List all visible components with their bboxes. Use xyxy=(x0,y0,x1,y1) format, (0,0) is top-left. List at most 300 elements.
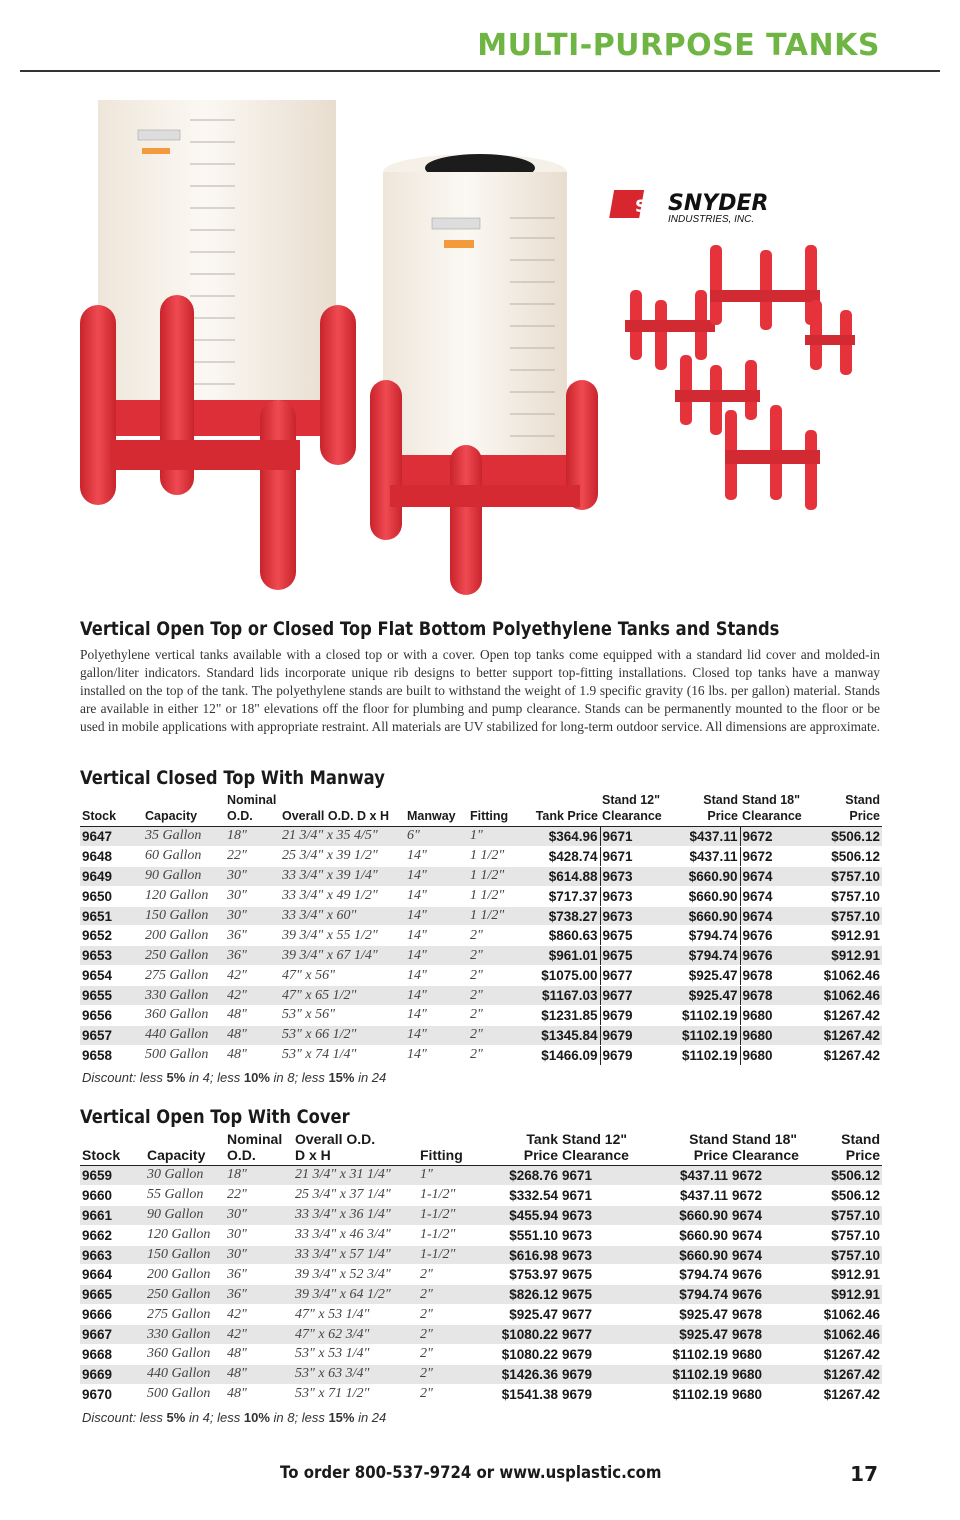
table-cell: $455.94 xyxy=(478,1205,560,1225)
table-cell: 47" x 56" xyxy=(280,966,405,986)
table-cell: 1-1/2" xyxy=(418,1245,478,1265)
table-cell: 14" xyxy=(405,966,468,986)
table-cell: 9674 xyxy=(740,866,814,886)
page-title: MULTI-PURPOSE TANKS xyxy=(477,28,880,63)
order-info: To order 800-537-9724 or www.usplastic.com xyxy=(280,1463,662,1483)
table-cell: 21 3/4" x 31 1/4" xyxy=(293,1166,418,1186)
table-cell: 14" xyxy=(405,1025,468,1045)
table-cell: 90 Gallon xyxy=(145,1205,225,1225)
table-cell: 330 Gallon xyxy=(145,1325,225,1345)
header-overall: Overall O.D. xyxy=(295,1131,376,1147)
header-clearance-18: Clearance xyxy=(730,1147,816,1166)
table-cell: 9656 xyxy=(80,1006,143,1026)
table-cell: 2" xyxy=(418,1305,478,1325)
header-stand-12: Stand 12" xyxy=(562,1131,627,1147)
table-cell: 250 Gallon xyxy=(143,946,225,966)
table-row xyxy=(80,1384,882,1404)
table-cell: 47" x 53 1/4" xyxy=(293,1305,418,1325)
table-row xyxy=(80,1185,882,1205)
table-cell: 2" xyxy=(468,1045,518,1065)
table-cell: 9675 xyxy=(600,926,672,946)
table-cell: 120 Gallon xyxy=(145,1225,225,1245)
header-tank-price: Tank Price xyxy=(518,808,600,827)
open-top-rows xyxy=(80,1166,882,1405)
table-cell: 9678 xyxy=(730,1325,816,1345)
table-cell: $1267.42 xyxy=(816,1345,882,1365)
table-cell: $717.37 xyxy=(518,886,600,906)
table-cell: 500 Gallon xyxy=(143,1045,225,1065)
table-row xyxy=(80,926,882,946)
table-cell: $437.11 xyxy=(672,827,740,847)
table-cell: $757.10 xyxy=(816,1205,882,1225)
table-cell: 9669 xyxy=(80,1364,145,1384)
header-price-18: Price xyxy=(816,1147,882,1166)
table-cell: $1062.46 xyxy=(814,966,882,986)
table-cell: 30" xyxy=(225,1205,293,1225)
table-cell: $1102.19 xyxy=(650,1384,730,1404)
table-cell: 18" xyxy=(225,1166,293,1186)
table-cell: 9676 xyxy=(730,1265,816,1285)
table-row xyxy=(80,866,882,886)
table-cell: 60 Gallon xyxy=(143,846,225,866)
table-cell: 1 1/2" xyxy=(468,846,518,866)
table-cell: 9673 xyxy=(600,906,672,926)
table-cell: 9665 xyxy=(80,1285,145,1305)
header-od: O.D. xyxy=(225,1147,293,1166)
table-cell: 9654 xyxy=(80,966,143,986)
closed-top-table xyxy=(80,792,882,1066)
table-cell: 2" xyxy=(468,926,518,946)
table-cell: 9676 xyxy=(740,946,814,966)
table-cell: 47" x 62 3/4" xyxy=(293,1325,418,1345)
table-cell: $860.63 xyxy=(518,926,600,946)
table-cell: 9657 xyxy=(80,1025,143,1045)
table-cell: $1062.46 xyxy=(816,1325,882,1345)
table-cell: 33 3/4" x 36 1/4" xyxy=(293,1205,418,1225)
table-cell: $961.01 xyxy=(518,946,600,966)
header-stand-price-12: Stand xyxy=(689,1131,728,1147)
table-cell: 250 Gallon xyxy=(145,1285,225,1305)
table-cell: 25 3/4" x 39 1/2" xyxy=(280,846,405,866)
table-cell: $1102.19 xyxy=(672,1045,740,1065)
table-cell: $506.12 xyxy=(816,1185,882,1205)
header-price-12: Price xyxy=(672,808,740,827)
table-row xyxy=(80,1045,882,1065)
table-cell: $925.47 xyxy=(478,1305,560,1325)
table-cell: 9676 xyxy=(730,1285,816,1305)
table-cell: 9651 xyxy=(80,906,143,926)
table-cell: 360 Gallon xyxy=(143,1006,225,1026)
table-cell: 48" xyxy=(225,1045,280,1065)
table-cell: 90 Gallon xyxy=(143,866,225,886)
table-cell: $925.47 xyxy=(650,1325,730,1345)
table-cell: 9673 xyxy=(600,886,672,906)
table-cell: $1102.19 xyxy=(650,1345,730,1365)
table-cell: 9675 xyxy=(560,1265,650,1285)
table-cell: 9679 xyxy=(600,1006,672,1026)
table-cell: 1" xyxy=(468,827,518,847)
table-cell: 42" xyxy=(225,986,280,1006)
header-price: Price xyxy=(478,1147,560,1166)
table-cell: 120 Gallon xyxy=(143,886,225,906)
table-cell: 9679 xyxy=(560,1345,650,1365)
table-cell: 36" xyxy=(225,1265,293,1285)
table-cell: 150 Gallon xyxy=(143,906,225,926)
table-cell: 9677 xyxy=(600,966,672,986)
table-cell: 275 Gallon xyxy=(145,1305,225,1325)
table-cell: $757.10 xyxy=(816,1225,882,1245)
table-cell: 440 Gallon xyxy=(143,1025,225,1045)
table-cell: 9673 xyxy=(560,1225,650,1245)
table-cell: 9659 xyxy=(80,1166,145,1186)
table-cell: 9668 xyxy=(80,1345,145,1365)
table-cell: $794.74 xyxy=(650,1285,730,1305)
header-capacity: Capacity xyxy=(145,1147,225,1166)
table-cell: 48" xyxy=(225,1384,293,1404)
table-cell: 9667 xyxy=(80,1325,145,1345)
header-price-12: Price xyxy=(650,1147,730,1166)
open-top-discount: Discount: less 5% in 4; less 10% in 8; less 15% in 24 xyxy=(82,1410,387,1425)
table-cell: 33 3/4" x 57 1/4" xyxy=(293,1245,418,1265)
table-cell: $268.76 xyxy=(478,1166,560,1186)
header-manway: Manway xyxy=(405,808,468,827)
header-stand-price-18: Stand xyxy=(845,793,880,807)
table-cell: 2" xyxy=(468,1025,518,1045)
table-cell: 330 Gallon xyxy=(143,986,225,1006)
table-cell: 1 1/2" xyxy=(468,886,518,906)
table-cell: 21 3/4" x 35 4/5" xyxy=(280,827,405,847)
table-cell: 9671 xyxy=(560,1185,650,1205)
table-cell: 39 3/4" x 52 3/4" xyxy=(293,1265,418,1285)
table-cell: 9648 xyxy=(80,846,143,866)
table-cell: 9679 xyxy=(560,1364,650,1384)
table-cell: $660.90 xyxy=(650,1245,730,1265)
table-cell: 36" xyxy=(225,946,280,966)
table-cell: 14" xyxy=(405,846,468,866)
table-cell: $912.91 xyxy=(814,946,882,966)
table-cell: 33 3/4" x 49 1/2" xyxy=(280,886,405,906)
table-row xyxy=(80,886,882,906)
table-cell: $1080.22 xyxy=(478,1325,560,1345)
table-row xyxy=(80,1245,882,1265)
table-cell: 36" xyxy=(225,1285,293,1305)
table-cell: 9675 xyxy=(560,1285,650,1305)
table-cell: 55 Gallon xyxy=(145,1185,225,1205)
closed-top-discount: Discount: less 5% in 4; less 10% in 8; less 15% in 24 xyxy=(82,1070,387,1085)
table-cell: 48" xyxy=(225,1006,280,1026)
table-cell: $660.90 xyxy=(672,866,740,886)
table-cell: 30" xyxy=(225,1225,293,1245)
table-cell: 30" xyxy=(225,906,280,926)
table-cell: 39 3/4" x 55 1/2" xyxy=(280,926,405,946)
table-cell: 9671 xyxy=(600,846,672,866)
table-cell: 2" xyxy=(418,1384,478,1404)
table-cell: 9661 xyxy=(80,1205,145,1225)
table-cell: 9680 xyxy=(730,1345,816,1365)
table-cell: 33 3/4" x 60" xyxy=(280,906,405,926)
svg-text:Sii: Sii xyxy=(635,197,659,217)
table-cell: 22" xyxy=(225,846,280,866)
table-cell: 275 Gallon xyxy=(143,966,225,986)
table-cell: 48" xyxy=(225,1345,293,1365)
svg-text:SNYDER: SNYDER xyxy=(668,191,769,216)
table-cell: 39 3/4" x 64 1/2" xyxy=(293,1285,418,1305)
table-cell: 9674 xyxy=(730,1205,816,1225)
table-cell: $437.11 xyxy=(650,1166,730,1186)
table-row xyxy=(80,1006,882,1026)
table-row xyxy=(80,827,882,847)
snyder-logo xyxy=(609,190,768,225)
table-cell: 33 3/4" x 46 3/4" xyxy=(293,1225,418,1245)
table-cell: 9672 xyxy=(730,1185,816,1205)
table-cell: $437.11 xyxy=(672,846,740,866)
closed-top-title: Vertical Closed Top With Manway xyxy=(80,767,385,789)
table-cell: $1267.42 xyxy=(816,1384,882,1404)
header-fitting: Fitting xyxy=(418,1147,478,1166)
table-cell: 2" xyxy=(418,1364,478,1384)
table-cell: $794.74 xyxy=(672,926,740,946)
table-row xyxy=(80,906,882,926)
table-cell: 39 3/4" x 67 1/4" xyxy=(280,946,405,966)
table-cell: $1541.38 xyxy=(478,1384,560,1404)
table-cell: 360 Gallon xyxy=(145,1345,225,1365)
table-cell: 9672 xyxy=(740,846,814,866)
table-cell: 2" xyxy=(418,1345,478,1365)
table-cell: 2" xyxy=(468,986,518,1006)
table-cell: $1466.09 xyxy=(518,1045,600,1065)
table-cell: 9680 xyxy=(730,1384,816,1404)
medium-tank xyxy=(383,154,567,472)
table-cell: 53" x 71 1/2" xyxy=(293,1384,418,1404)
table-cell: $1167.03 xyxy=(518,986,600,1006)
table-cell: 36" xyxy=(225,926,280,946)
table-cell: $616.98 xyxy=(478,1245,560,1265)
table-cell: 9674 xyxy=(730,1225,816,1245)
table-cell: 48" xyxy=(225,1364,293,1384)
table-cell: 2" xyxy=(418,1285,478,1305)
table-cell: 2" xyxy=(468,1006,518,1026)
table-cell: $506.12 xyxy=(814,846,882,866)
table-cell: 9679 xyxy=(560,1384,650,1404)
table-cell: 9671 xyxy=(560,1166,650,1186)
svg-text:INDUSTRIES, INC.: INDUSTRIES, INC. xyxy=(668,214,755,225)
table-cell: 9658 xyxy=(80,1045,143,1065)
table-cell: 200 Gallon xyxy=(145,1265,225,1285)
table-cell: 9671 xyxy=(600,827,672,847)
open-top-table xyxy=(80,1131,882,1405)
table-cell: $757.10 xyxy=(814,906,882,926)
table-cell: 42" xyxy=(225,1325,293,1345)
table-cell: $332.54 xyxy=(478,1185,560,1205)
table-cell: 150 Gallon xyxy=(145,1245,225,1265)
table-row xyxy=(80,846,882,866)
table-cell: 9676 xyxy=(740,926,814,946)
table-cell: 14" xyxy=(405,986,468,1006)
table-cell: 1-1/2" xyxy=(418,1185,478,1205)
table-cell: 48" xyxy=(225,1025,280,1045)
table-cell: 33 3/4" x 39 1/4" xyxy=(280,866,405,886)
table-cell: 9679 xyxy=(600,1045,672,1065)
header-clearance-18: Clearance xyxy=(740,808,814,827)
table-cell: 30" xyxy=(225,886,280,906)
header-od: O.D. xyxy=(225,808,280,827)
header-fitting: Fitting xyxy=(468,808,518,827)
table-cell: 14" xyxy=(405,866,468,886)
table-cell: 9674 xyxy=(740,886,814,906)
table-cell: 53" x 66 1/2" xyxy=(280,1025,405,1045)
table-cell: $1231.85 xyxy=(518,1006,600,1026)
table-cell: 9674 xyxy=(730,1245,816,1265)
section-title: Vertical Open Top or Closed Top Flat Bottom Polyethylene Tanks and Stands xyxy=(80,618,780,640)
table-cell: 1 1/2" xyxy=(468,906,518,926)
table-cell: 9649 xyxy=(80,866,143,886)
table-cell: 25 3/4" x 37 1/4" xyxy=(293,1185,418,1205)
table-cell: 2" xyxy=(418,1325,478,1345)
table-cell: 9662 xyxy=(80,1225,145,1245)
product-description: Polyethylene vertical tanks available with a closed top or with a cover. Open top tanks come equipped with a standard lid cover and molded-in gallon/liter indicators. Standard lids incorporate unique rib designs to better support top-fitting installations. Closed top tanks have a manway installed on the top of the tank. The polyethylene stands are built to withstand the weight of 1.9 specific gravity (16 lbs. per gallon) material. Stands are available in either 12" or 18" elevations off the floor for plumbing and pump clearance. Stands can be permanently mounted to the floor or be used in mobile applications with appropriate restraint. All materials are UV stabilized for long-term outdoor service. All dimensions are approximate. xyxy=(80,647,880,734)
header-capacity: Capacity xyxy=(143,808,225,827)
table-cell: $1426.36 xyxy=(478,1364,560,1384)
header-nominal: Nominal xyxy=(227,1131,283,1147)
table-cell: 9680 xyxy=(740,1006,814,1026)
header-clearance-12: Clearance xyxy=(600,808,672,827)
table-cell: 14" xyxy=(405,946,468,966)
table-cell: 9652 xyxy=(80,926,143,946)
table-cell: $757.10 xyxy=(814,866,882,886)
header-stand-18: Stand 18" xyxy=(732,1131,797,1147)
page-number: 17 xyxy=(850,1462,878,1486)
table-cell: $912.91 xyxy=(816,1285,882,1305)
table-cell: 9653 xyxy=(80,946,143,966)
table-cell: $660.90 xyxy=(650,1205,730,1225)
table-cell: 9650 xyxy=(80,886,143,906)
table-cell: 9680 xyxy=(740,1045,814,1065)
table-cell: $912.91 xyxy=(814,926,882,946)
table-cell: 42" xyxy=(225,1305,293,1325)
table-row xyxy=(80,1305,882,1325)
table-cell: 30" xyxy=(225,866,280,886)
table-row xyxy=(80,1345,882,1365)
table-cell: $925.47 xyxy=(672,986,740,1006)
table-cell: $506.12 xyxy=(814,827,882,847)
table-cell: 200 Gallon xyxy=(143,926,225,946)
table-row xyxy=(80,946,882,966)
table-cell: 53" x 63 3/4" xyxy=(293,1364,418,1384)
table-row xyxy=(80,1025,882,1045)
table-cell: 9672 xyxy=(740,827,814,847)
table-cell: 9678 xyxy=(740,986,814,1006)
table-cell: 1-1/2" xyxy=(418,1205,478,1225)
table-cell: 53" x 74 1/4" xyxy=(280,1045,405,1065)
table-cell: 14" xyxy=(405,906,468,926)
table-cell: 1" xyxy=(418,1166,478,1186)
product-photo xyxy=(70,100,890,600)
header-stock: Stock xyxy=(80,1147,145,1166)
table-cell: 9680 xyxy=(740,1025,814,1045)
header-stand-price-12: Stand xyxy=(703,793,738,807)
table-row xyxy=(80,1285,882,1305)
table-cell: 14" xyxy=(405,1045,468,1065)
table-cell: $912.91 xyxy=(816,1265,882,1285)
table-cell: $551.10 xyxy=(478,1225,560,1245)
table-row xyxy=(80,1166,882,1186)
header-tank: Tank xyxy=(526,1131,558,1147)
table-cell: $1267.42 xyxy=(816,1364,882,1384)
table-cell: 9670 xyxy=(80,1384,145,1404)
table-cell: $738.27 xyxy=(518,906,600,926)
table-cell: $757.10 xyxy=(814,886,882,906)
table-cell: 14" xyxy=(405,886,468,906)
table-cell: 9672 xyxy=(730,1166,816,1186)
table-cell: 9680 xyxy=(730,1364,816,1384)
table-cell: 6" xyxy=(405,827,468,847)
table-cell: $1080.22 xyxy=(478,1345,560,1365)
large-tank xyxy=(98,100,336,420)
table-cell: 9679 xyxy=(600,1025,672,1045)
table-cell: $794.74 xyxy=(672,946,740,966)
table-cell: $1075.00 xyxy=(518,966,600,986)
table-cell: $506.12 xyxy=(816,1166,882,1186)
table-cell: $1267.42 xyxy=(814,1045,882,1065)
table-cell: $428.74 xyxy=(518,846,600,866)
table-cell: 2" xyxy=(418,1265,478,1285)
table-cell: 53" x 53 1/4" xyxy=(293,1345,418,1365)
table-cell: $757.10 xyxy=(816,1245,882,1265)
table-cell: $1267.42 xyxy=(814,1006,882,1026)
page-header xyxy=(20,22,940,72)
header-overall: Overall O.D. D x H xyxy=(280,808,405,827)
header-dxh: D x H xyxy=(293,1147,418,1166)
table-row xyxy=(80,986,882,1006)
table-cell: 14" xyxy=(405,1006,468,1026)
table-row xyxy=(80,1225,882,1245)
table-cell: 2" xyxy=(468,946,518,966)
table-cell: 9674 xyxy=(740,906,814,926)
table-cell: $437.11 xyxy=(650,1185,730,1205)
table-cell: 2" xyxy=(468,966,518,986)
table-cell: 9677 xyxy=(560,1305,650,1325)
header-nominal: Nominal xyxy=(227,793,277,807)
table-row xyxy=(80,966,882,986)
table-cell: 500 Gallon xyxy=(145,1384,225,1404)
table-cell: 9664 xyxy=(80,1265,145,1285)
open-top-title: Vertical Open Top With Cover xyxy=(80,1106,350,1128)
header-stock: Stock xyxy=(80,808,143,827)
table-row xyxy=(80,1364,882,1384)
table-cell: 9677 xyxy=(560,1325,650,1345)
table-cell: $1102.19 xyxy=(650,1364,730,1384)
table-cell: 30 Gallon xyxy=(145,1166,225,1186)
table-cell: $826.12 xyxy=(478,1285,560,1305)
table-cell: 440 Gallon xyxy=(145,1364,225,1384)
table-cell: 9660 xyxy=(80,1185,145,1205)
table-cell: 14" xyxy=(405,926,468,946)
table-row xyxy=(80,1265,882,1285)
table-cell: 9647 xyxy=(80,827,143,847)
table-cell: 1-1/2" xyxy=(418,1225,478,1245)
table-cell: 9673 xyxy=(600,866,672,886)
header-stand-price-18: Stand xyxy=(841,1131,880,1147)
table-cell: $364.96 xyxy=(518,827,600,847)
small-stands xyxy=(625,245,855,510)
closed-top-rows xyxy=(80,827,882,1066)
table-cell: 9655 xyxy=(80,986,143,1006)
header-stand-18: Stand 18" xyxy=(742,793,801,807)
table-cell: 9673 xyxy=(560,1245,650,1265)
table-cell: $614.88 xyxy=(518,866,600,886)
table-cell: $1267.42 xyxy=(814,1025,882,1045)
table-row xyxy=(80,1205,882,1225)
